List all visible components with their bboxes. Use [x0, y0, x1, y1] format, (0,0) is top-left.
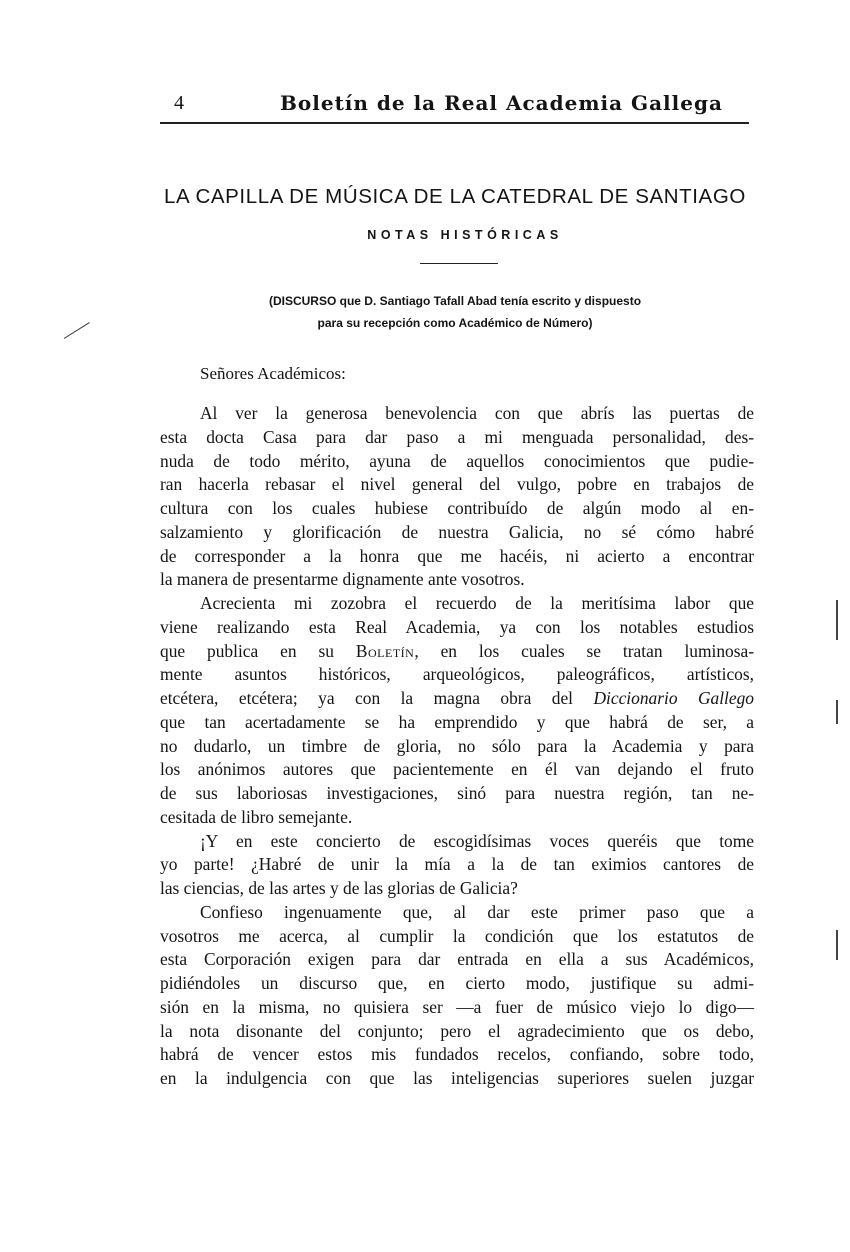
text-line: Confieso ingenuamente que, al dar este primer paso que a: [200, 901, 754, 922]
text-line: la manera de presentarme dignamente ante vosotros.: [160, 569, 525, 590]
dictionary-reference: Diccionario Gallego: [593, 688, 754, 708]
discourse-note-line: para su recepción como Académico de Número): [317, 316, 593, 330]
text-line: habrá de vencer estos mis fundados recelos, confiando, sobre todo,: [160, 1044, 754, 1065]
text-line: cultura con los cuales hubiese contribuído de algún modo al en-: [160, 498, 754, 518]
scan-edge-mark: [836, 700, 838, 724]
page-number: 4: [174, 92, 184, 114]
article-subtitle: NOTAS HISTÓRICAS: [367, 228, 563, 242]
text-line: las ciencias, de las artes y de las glorias de Galicia?: [160, 878, 518, 898]
text-line: vosotros me acerca, al cumplir la condición que los estatutos de: [160, 925, 754, 946]
text-line: pidiéndoles un discurso que, en cierto modo, justifique su admi-: [160, 973, 754, 993]
text-line: mente asuntos históricos, arqueológicos, paleográficos, artísticos,: [160, 664, 754, 685]
text-line: Al ver la generosa benevolencia con que abrís las puertas de: [200, 403, 754, 423]
discourse-note: [190, 290, 720, 334]
title-divider: [420, 263, 498, 264]
text-line: [160, 640, 754, 664]
scan-edge-mark: [836, 930, 838, 960]
salutation: Señores Académicos:: [200, 364, 346, 383]
text-line: sión en la misma, no quisiera ser —a fuer de músico viejo lo digo—: [160, 996, 754, 1017]
journal-title: Boletín de la Real Academia Gallega: [280, 91, 723, 115]
text-line: la nota disonante del conjunto; pero el agradecimiento que os debo,: [160, 1020, 754, 1041]
header-rule: [160, 122, 749, 124]
text-line: [160, 687, 754, 711]
text-line: Acrecienta mi zozobra el recuerdo de la meritísima labor que: [200, 593, 754, 613]
text-line: en la indulgencia con que las inteligencias superiores suelen juzgar: [160, 1068, 754, 1088]
text-line: de sus laboriosas investigaciones, sinó para nuestra región, tan ne-: [160, 783, 754, 803]
text-fragment: que publica en su: [160, 640, 334, 661]
margin-pencil-mark: [64, 322, 90, 339]
body-text: [160, 402, 754, 1091]
text-line: no dudarlo, un timbre de gloria, no sólo para la Academia y para: [160, 735, 754, 756]
text-line: los anónimos autores que pacientemente en él van dejando el fruto: [160, 759, 754, 780]
discourse-note-line: (DISCURSO que D. Santiago Tafall Abad tenía escrito y dispuesto: [268, 294, 642, 308]
text-line: ran hacerla rebasar el nivel general del vulgo, pobre en trabajos de: [160, 474, 754, 495]
text-line: nuda de todo mérito, ayuna de aquellos conocimientos que pudie-: [160, 450, 754, 471]
running-header: [160, 88, 750, 118]
text-fragment: etcétera, etcétera; ya con la magna obra del: [160, 688, 574, 708]
text-line: cesitada de libro semejante.: [160, 806, 353, 827]
text-line: viene realizando esta Real Academia, ya con los notables estudios: [160, 616, 754, 637]
text-line: salzamiento y glorificación de nuestra Galicia, no sé cómo habré: [160, 521, 754, 542]
article-title: LA CAPILLA DE MÚSICA DE LA CATEDRAL DE SANTIAGO: [164, 185, 746, 208]
text-line: esta docta Casa para dar paso a mi menguada personalidad, des-: [160, 426, 754, 447]
text-line: yo parte! ¿Habré de unir la mía a la de tan eximios cantores de: [160, 854, 754, 875]
text-line: esta Corporación exigen para dar entrada en ella a sus Académicos,: [160, 949, 754, 970]
text-line: que tan acertadamente se ha emprendido y que habrá de ser, a: [160, 711, 754, 732]
text-line: de corresponder a la honra que me hacéis, ni acierto a encontrar: [160, 545, 754, 566]
boletin-reference: Boletín: [355, 640, 415, 661]
text-fragment: , en los cuales se tratan luminosa-: [414, 640, 754, 661]
text-line: ¡Y en este concierto de escogidísimas voces queréis que tome: [200, 830, 754, 851]
scan-edge-mark: [836, 600, 838, 640]
